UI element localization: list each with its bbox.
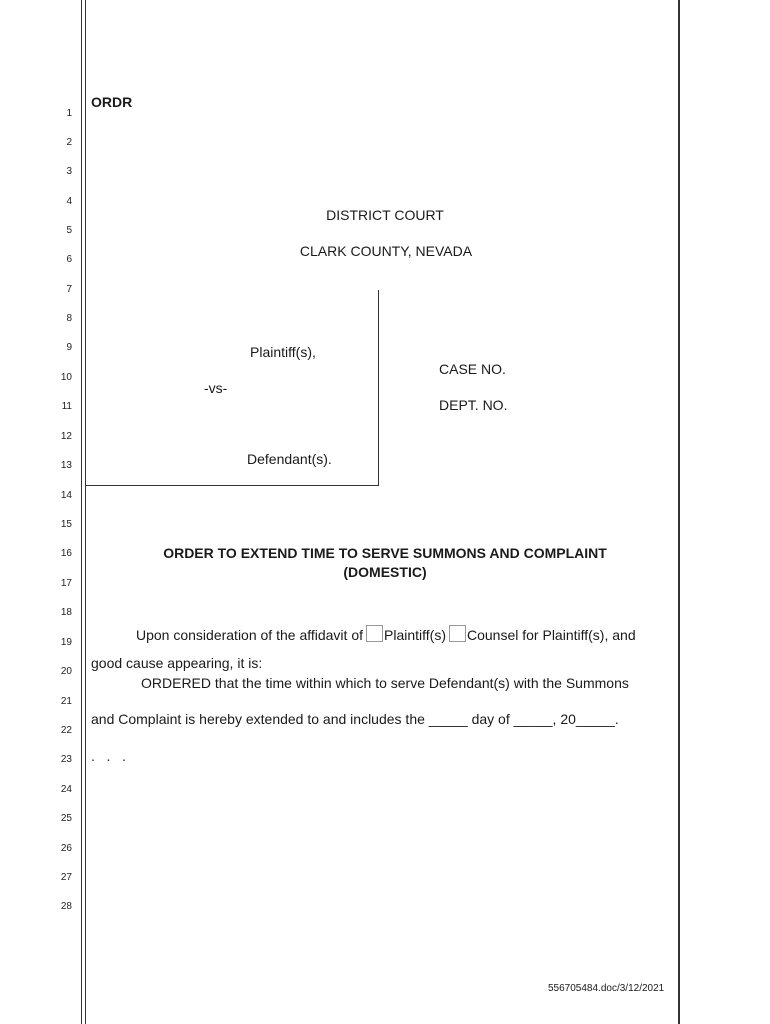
line-number: 15	[60, 519, 72, 530]
line-number: 24	[60, 784, 72, 795]
right-margin-rule	[678, 0, 680, 1024]
court-name: DISTRICT COURT	[326, 207, 444, 223]
line-number: 3	[66, 166, 72, 177]
order-subtitle: (DOMESTIC)	[343, 564, 427, 580]
department-number-label: DEPT. NO.	[439, 397, 508, 413]
line-number: 7	[66, 284, 72, 295]
line-number: 13	[60, 460, 72, 471]
affidavit-line	[136, 625, 636, 643]
versus-label: -vs-	[204, 380, 228, 396]
court-county: CLARK COUNTY, NEVADA	[299, 243, 473, 259]
good-cause-line: good cause appearing, it is:	[91, 655, 263, 671]
line-number: 11	[61, 401, 72, 412]
line-number: 4	[66, 196, 72, 207]
document-code: ORDR	[91, 94, 133, 110]
line-number: 23	[60, 754, 72, 765]
ellipsis: . . .	[91, 748, 127, 764]
ordered-line: ORDERED that the time within which to serve Defendant(s) with the Summons	[141, 675, 629, 691]
caption-vertical-rule	[378, 290, 379, 486]
line-number: 10	[60, 372, 72, 383]
line-number: 19	[60, 637, 72, 648]
line-number: 14	[60, 490, 72, 501]
line-number: 17	[60, 578, 72, 589]
order-title: ORDER TO EXTEND TIME TO SERVE SUMMONS AND COMPLAINT	[163, 545, 607, 561]
line-number: 9	[66, 342, 72, 353]
left-margin-rule-outer	[81, 0, 82, 1024]
line-number: 27	[60, 872, 72, 883]
left-margin-rule-inner	[85, 0, 86, 1024]
line-number: 8	[66, 313, 72, 324]
caption-horizontal-rule	[85, 485, 379, 486]
line-number: 21	[60, 696, 72, 707]
line-number: 1	[66, 108, 72, 119]
plaintiff-checkbox[interactable]	[366, 625, 383, 642]
case-number-label: CASE NO.	[439, 361, 506, 377]
plaintiff-label: Plaintiff(s),	[250, 344, 316, 360]
counsel-option-label: Counsel for Plaintiff(s), and	[467, 627, 636, 643]
line-number: 18	[60, 607, 72, 618]
plaintiff-option-label: Plaintiff(s)	[384, 627, 446, 643]
line-number: 5	[66, 225, 72, 236]
defendant-label: Defendant(s).	[247, 451, 332, 467]
line-number: 26	[60, 843, 72, 854]
line-number: 25	[60, 813, 72, 824]
line-number: 12	[60, 431, 72, 442]
document-footer: 556705484.doc/3/12/2021	[548, 983, 665, 994]
line-number: 28	[60, 901, 72, 912]
line-number: 6	[66, 254, 72, 265]
affidavit-intro: Upon consideration of the affidavit of	[136, 627, 364, 643]
extension-line: and Complaint is hereby extended to and includes the _____ day of _____, 20_____.	[91, 711, 619, 727]
counsel-checkbox[interactable]	[449, 625, 466, 642]
line-number: 2	[66, 137, 72, 148]
line-number: 20	[60, 666, 72, 677]
line-number: 16	[60, 548, 72, 559]
line-number: 22	[60, 725, 72, 736]
